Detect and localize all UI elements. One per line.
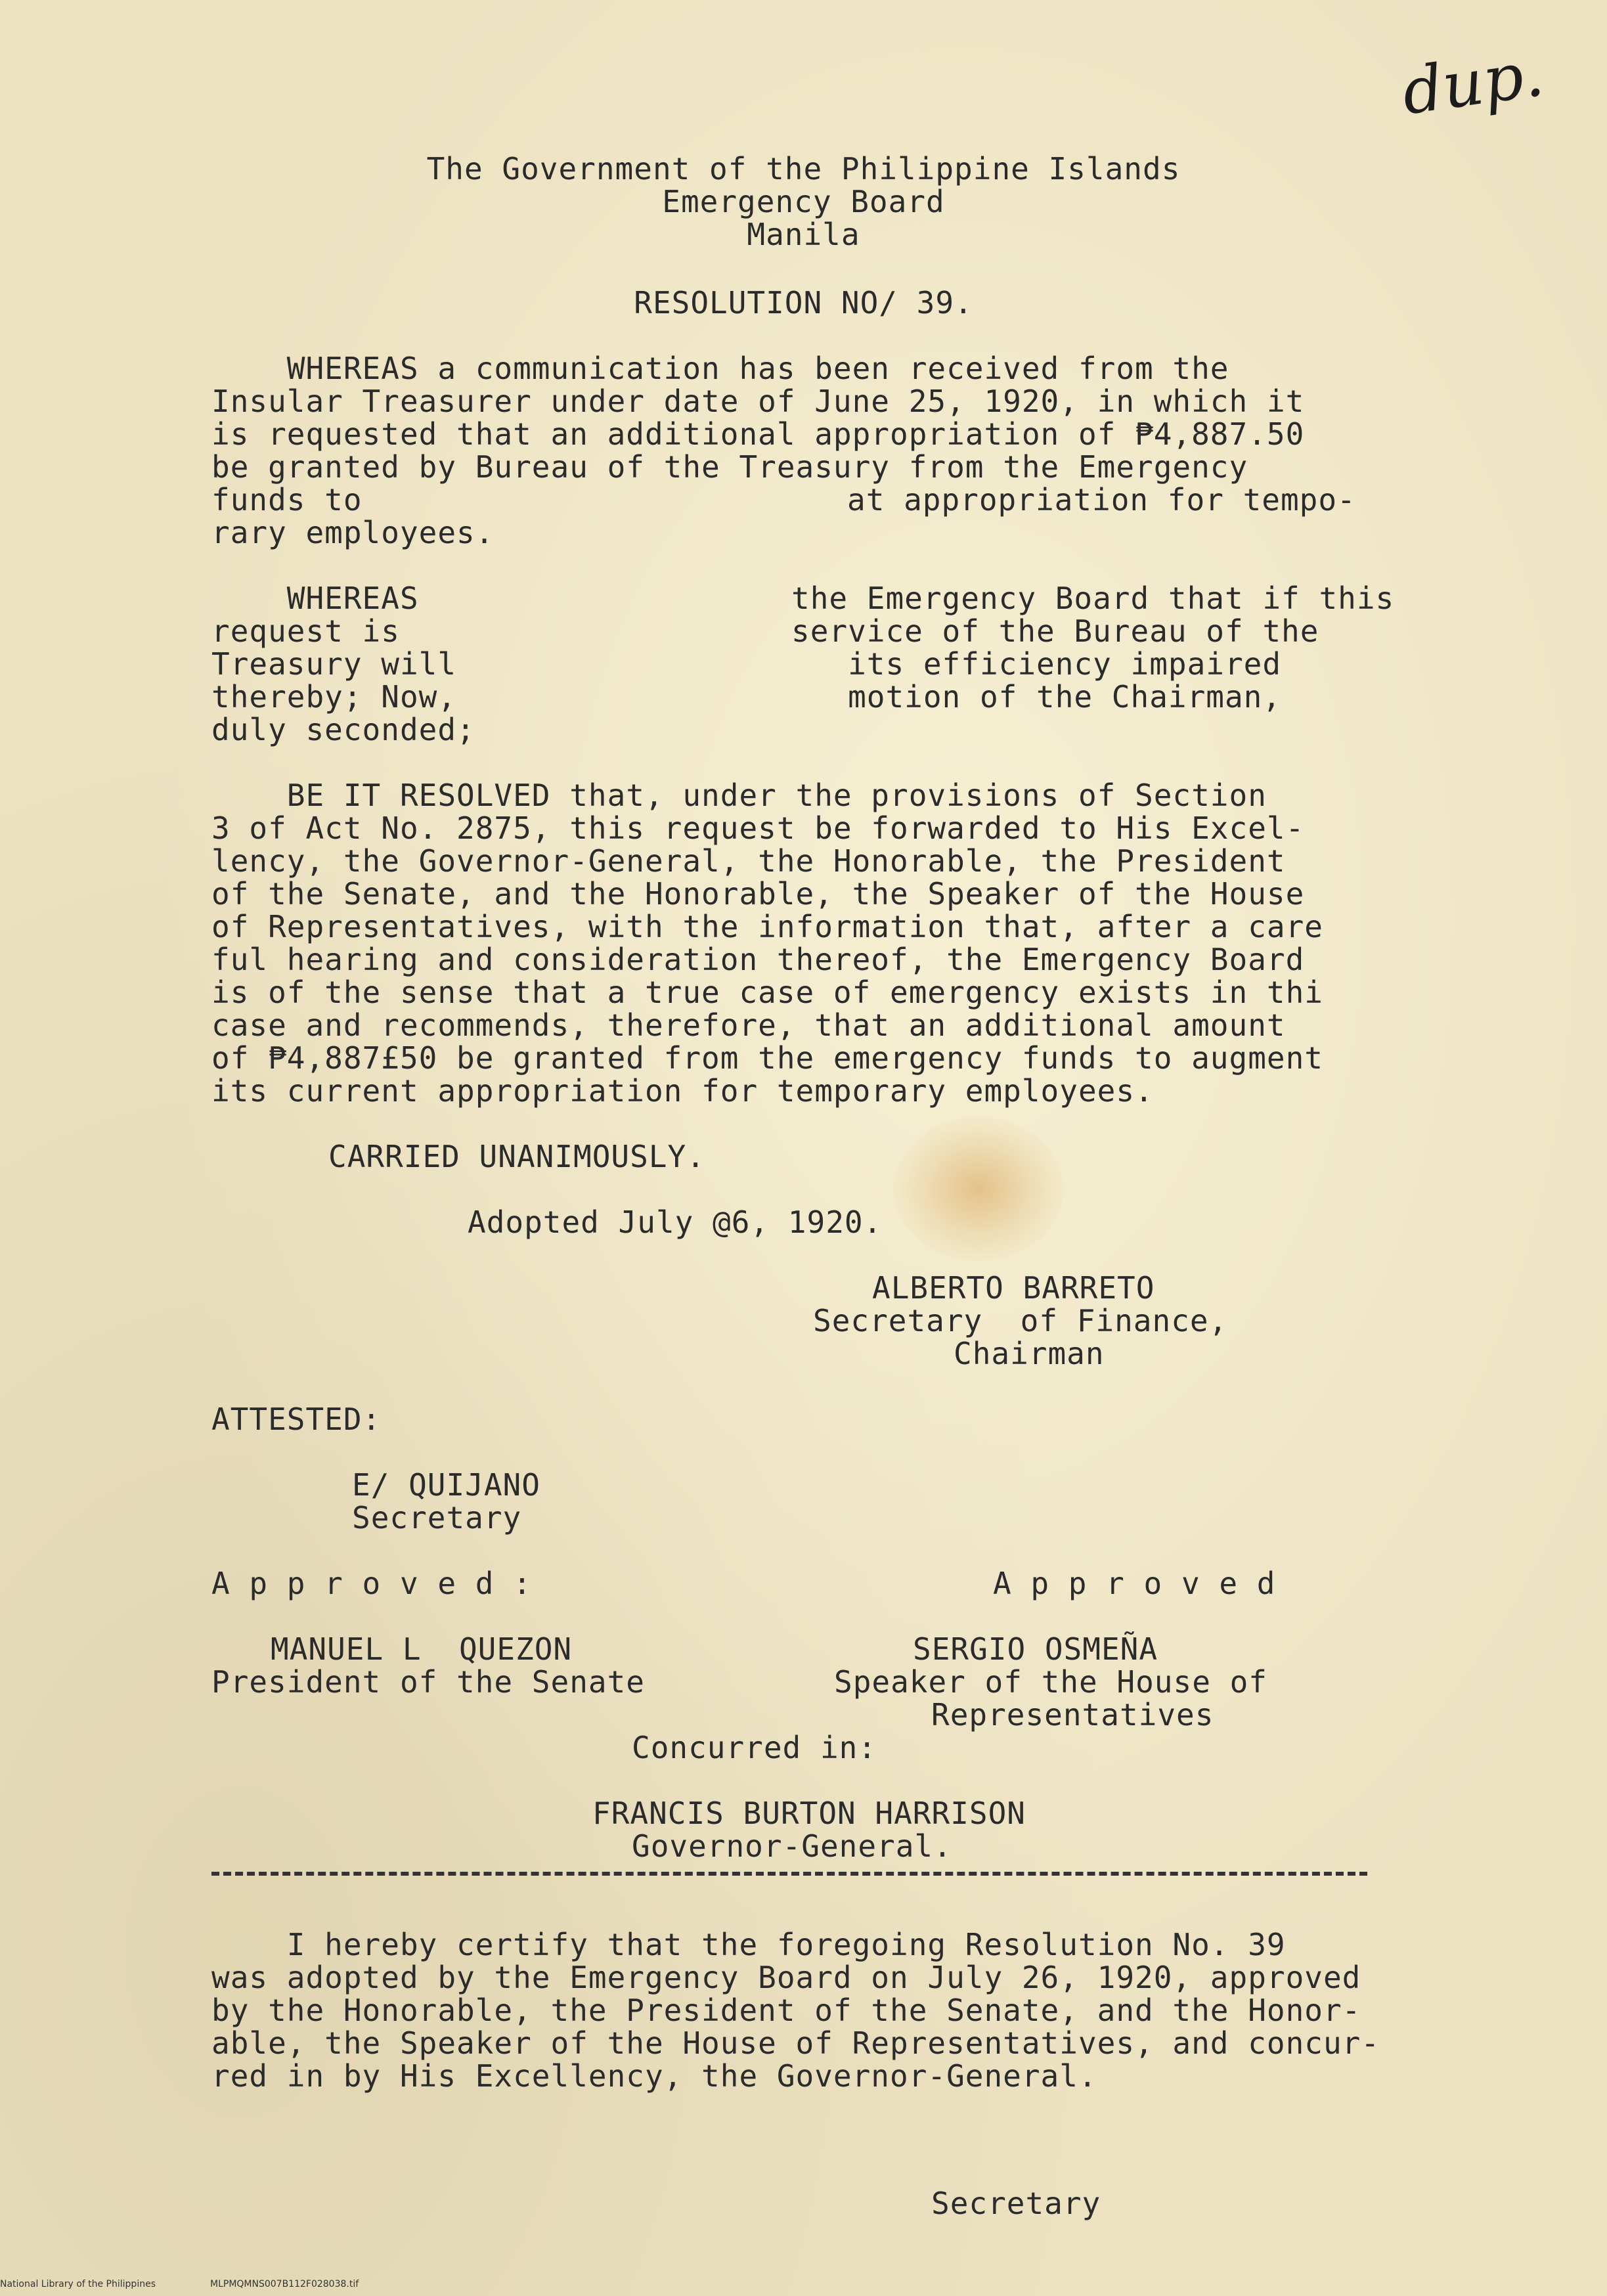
resolved-line: is of the sense that a true case of emergency exists in thi bbox=[211, 975, 1323, 1010]
final-secretary: Secretary bbox=[931, 2186, 1101, 2221]
water-stain bbox=[893, 1116, 1064, 1261]
dashed-separator bbox=[211, 1872, 1367, 1876]
header-city: Manila bbox=[747, 217, 860, 252]
house-speaker-title2: Representatives bbox=[931, 1697, 1214, 1733]
resolved-line: of the Senate, and the Honorable, the Speaker of the House bbox=[211, 876, 1305, 912]
governor-name: FRANCIS BURTON HARRISON bbox=[592, 1796, 1026, 1831]
whereas1-line: be granted by Bureau of the Treasury from the Emergency bbox=[211, 449, 1248, 485]
whereas1-line: at appropriation for tempo- bbox=[847, 482, 1356, 518]
attested-label: ATTESTED: bbox=[211, 1402, 382, 1437]
certification-line: by the Honorable, the President of the Senate, and the Honor- bbox=[211, 1993, 1361, 2028]
adopted-date: Adopted July @6, 1920. bbox=[468, 1204, 883, 1240]
certification-line: able, the Speaker of the House of Representatives, and concur- bbox=[211, 2025, 1380, 2061]
chairman-role: Chairman bbox=[954, 1336, 1105, 1371]
governor-title: Governor-General. bbox=[632, 1828, 952, 1864]
senate-president-title: President of the Senate bbox=[211, 1664, 645, 1700]
resolved-line: lency, the Governor-General, the Honorable, the President bbox=[211, 843, 1286, 879]
resolution-title: RESOLUTION NO/ 39. bbox=[634, 285, 973, 320]
approved-right-label: A p p r o v e d bbox=[993, 1566, 1276, 1601]
concurred-label: Concurred in: bbox=[632, 1730, 877, 1765]
resolved-line: BE IT RESOLVED that, under the provisions of Section bbox=[211, 778, 1267, 813]
header-board: Emergency Board bbox=[662, 184, 945, 219]
header-government: The Government of the Philippine Islands bbox=[426, 151, 1181, 187]
whereas2-left-line: request is bbox=[211, 613, 400, 649]
certification-line: I hereby certify that the foregoing Resolution No. 39 bbox=[211, 1927, 1286, 1962]
whereas1-line: is requested that an additional appropriation of ₱4,887.50 bbox=[211, 416, 1305, 452]
certification-line: was adopted by the Emergency Board on July 26, 1920, approved bbox=[211, 1960, 1361, 1995]
footer-filename: MLPMQMNS007B112F028038.tif bbox=[210, 2279, 359, 2289]
resolved-line: of ₱4,887£50 be granted from the emergency funds to augment bbox=[211, 1040, 1323, 1076]
whereas2-left-line: Treasury will bbox=[211, 646, 457, 682]
carried-unanimously: CARRIED UNANIMOUSLY. bbox=[328, 1139, 705, 1174]
chairman-title: Secretary of Finance, bbox=[813, 1303, 1228, 1338]
resolved-line: 3 of Act No. 2875, this request be forwarded to His Excel- bbox=[211, 810, 1305, 846]
resolved-line: of Representatives, with the information that, after a care bbox=[211, 909, 1323, 944]
whereas2-right-line: the Emergency Board that if this bbox=[791, 581, 1395, 616]
footer-library: National Library of the Philippines bbox=[0, 2279, 156, 2289]
senate-president-name: MANUEL L QUEZON bbox=[271, 1631, 573, 1667]
secretary-title: Secretary bbox=[352, 1500, 522, 1535]
handwritten-note: dup. bbox=[1398, 36, 1548, 129]
whereas2-left-line: WHEREAS bbox=[211, 581, 419, 616]
chairman-name: ALBERTO BARRETO bbox=[872, 1270, 1155, 1306]
resolved-line: case and recommends, therefore, that an additional amount bbox=[211, 1007, 1286, 1043]
whereas1-line: rary employees. bbox=[211, 515, 495, 550]
resolved-line: its current appropriation for temporary employees. bbox=[211, 1073, 1154, 1109]
whereas1-line: funds to bbox=[211, 482, 363, 518]
resolved-line: ful hearing and consideration thereof, the Emergency Board bbox=[211, 942, 1305, 977]
house-speaker-name: SERGIO OSMEÑA bbox=[913, 1631, 1158, 1667]
whereas2-right-line: its efficiency impaired bbox=[791, 646, 1282, 682]
house-speaker-title: Speaker of the House of bbox=[834, 1664, 1267, 1700]
whereas2-left-line: thereby; Now, bbox=[211, 679, 457, 715]
whereas2-left-line: duly seconded; bbox=[211, 712, 475, 747]
whereas1-line: Insular Treasurer under date of June 25, 1920, in which it bbox=[211, 384, 1305, 419]
whereas2-right-line: motion of the Chairman, bbox=[791, 679, 1282, 715]
secretary-name: E/ QUIJANO bbox=[352, 1467, 540, 1503]
whereas2-right-line: service of the Bureau of the bbox=[791, 613, 1319, 649]
whereas1-line: WHEREAS a communication has been received from the bbox=[211, 351, 1229, 386]
approved-left-label: A p p r o v e d : bbox=[211, 1566, 532, 1601]
certification-line: red in by His Excellency, the Governor-General. bbox=[211, 2058, 1097, 2094]
